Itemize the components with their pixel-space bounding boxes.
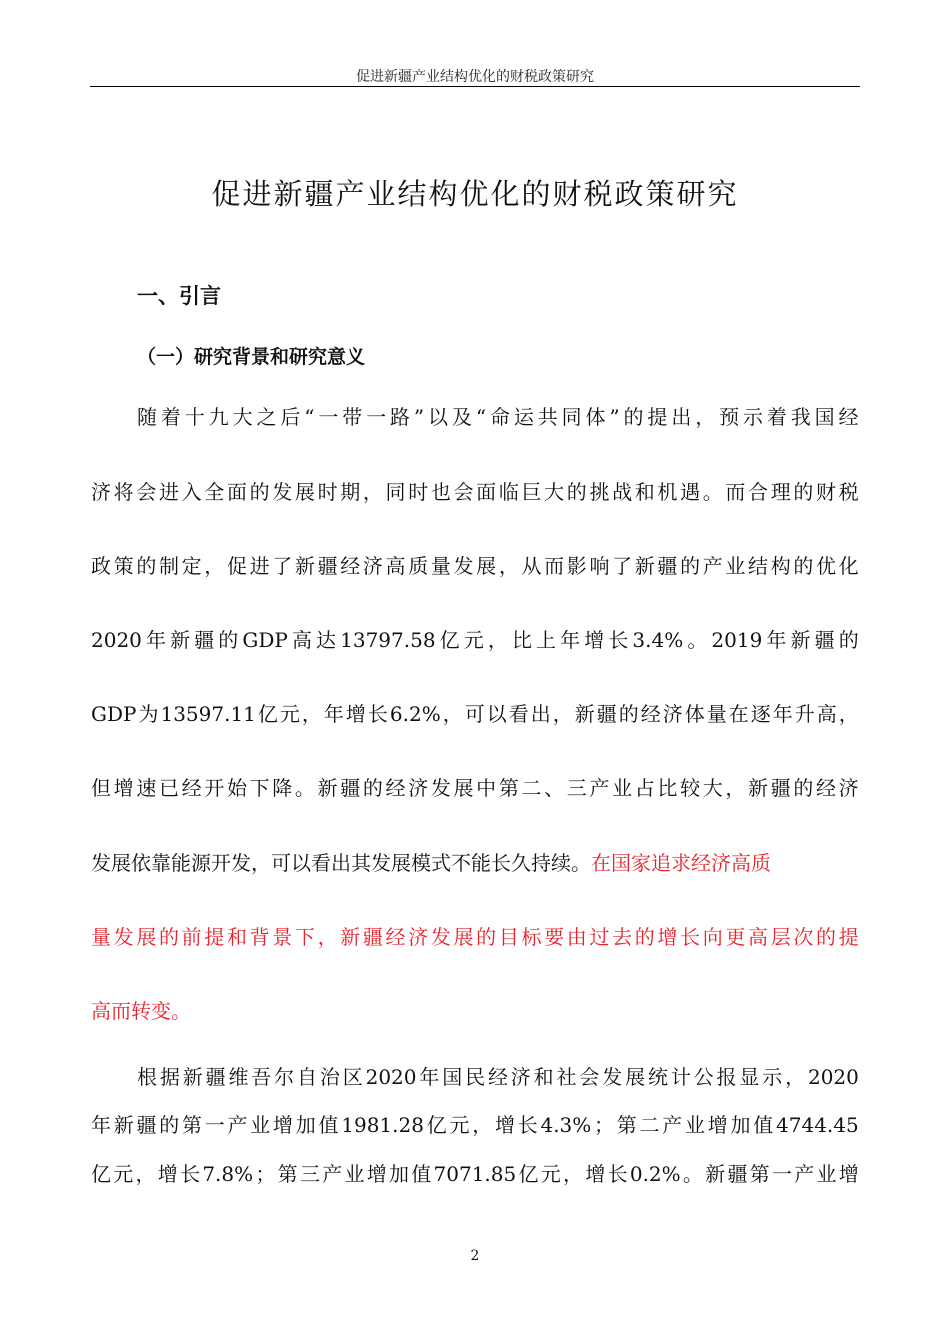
paragraph1-line: 随 着 十 九 大 之 后 “ 一 带 一 路 ” 以 及 “ 命 运 共 同 体 ” 的 提 出 ， 预 示 着 我 国 经 [137, 405, 859, 429]
paragraph1-line: 政 策 的 制 定 ， 促 进 了 新 疆 经 济 高 质 量 发 展 ， 从 而 影 响 了 新 疆 的 产 业 结 构 的 优 化 [91, 554, 859, 578]
paragraph1-text: 发展依靠能源开发，可以看出其发展模式不能长久持续。 [91, 851, 591, 875]
paragraph1-line: 济 将 会 进 入 全 面 的 发 展 时 期 ， 同 时 也 会 面 临 巨 大 的 挑 战 和 机 遇 。 而 合 理 的 财 税 [91, 480, 859, 504]
document-title: 促进新疆产业结构优化的财税政策研究 [211, 177, 739, 211]
section-heading-introduction: 一、引言 [137, 284, 221, 308]
paragraph1-line: 2020 年 新 疆 的 GDP 高 达 13797.58 亿 元 ， 比 上 年 增 长 3.4% 。 2019 年 新 疆 的 [91, 628, 859, 652]
running-header: 促进新疆产业结构优化的财税政策研究 [356, 69, 594, 85]
subsection-heading-background: （一）研究背景和研究意义 [137, 346, 366, 368]
paragraph2-line: 年 新 疆 的 第 一 产 业 增 加 值 1981.28 亿 元 ， 增 长 4.3% ； 第 二 产 业 增 加 值 4744.45 [91, 1113, 859, 1137]
paragraph1-line [91, 849, 859, 877]
paragraph2-line: 亿 元 ， 增 长 7.8% ； 第 三 产 业 增 加 值 7071.85 亿 元 ， 增 长 0.2% 。 新 疆 第 一 产 业 增 [91, 1162, 859, 1186]
paragraph1-line: 但 增 速 已 经 开 始 下 降 。 新 疆 的 经 济 发 展 中 第 二 、 三 产 业 占 比 较 大 ， 新 疆 的 经 济 [91, 776, 859, 800]
highlighted-line: 高而转变。 [91, 999, 191, 1023]
page-number: 2 [470, 1248, 480, 1264]
paragraph1-line: GDP 为 13597.11 亿 元 ， 年 增 长 6.2% ， 可 以 看 出 ， 新 疆 的 经 济 体 量 在 逐 年 升 高 ， [91, 702, 859, 726]
paragraph2-line: 根 据 新 疆 维 吾 尔 自 治 区 2020 年 国 民 经 济 和 社 会 发 展 统 计 公 报 显 示 ， 2020 [137, 1065, 859, 1089]
highlighted-text: 在国家追求经济高质 [591, 851, 771, 875]
header-rule [90, 86, 860, 87]
highlighted-line: 量 发 展 的 前 提 和 背 景 下 ， 新 疆 经 济 发 展 的 目 标 要 由 过 去 的 增 长 向 更 高 层 次 的 提 [91, 925, 859, 949]
